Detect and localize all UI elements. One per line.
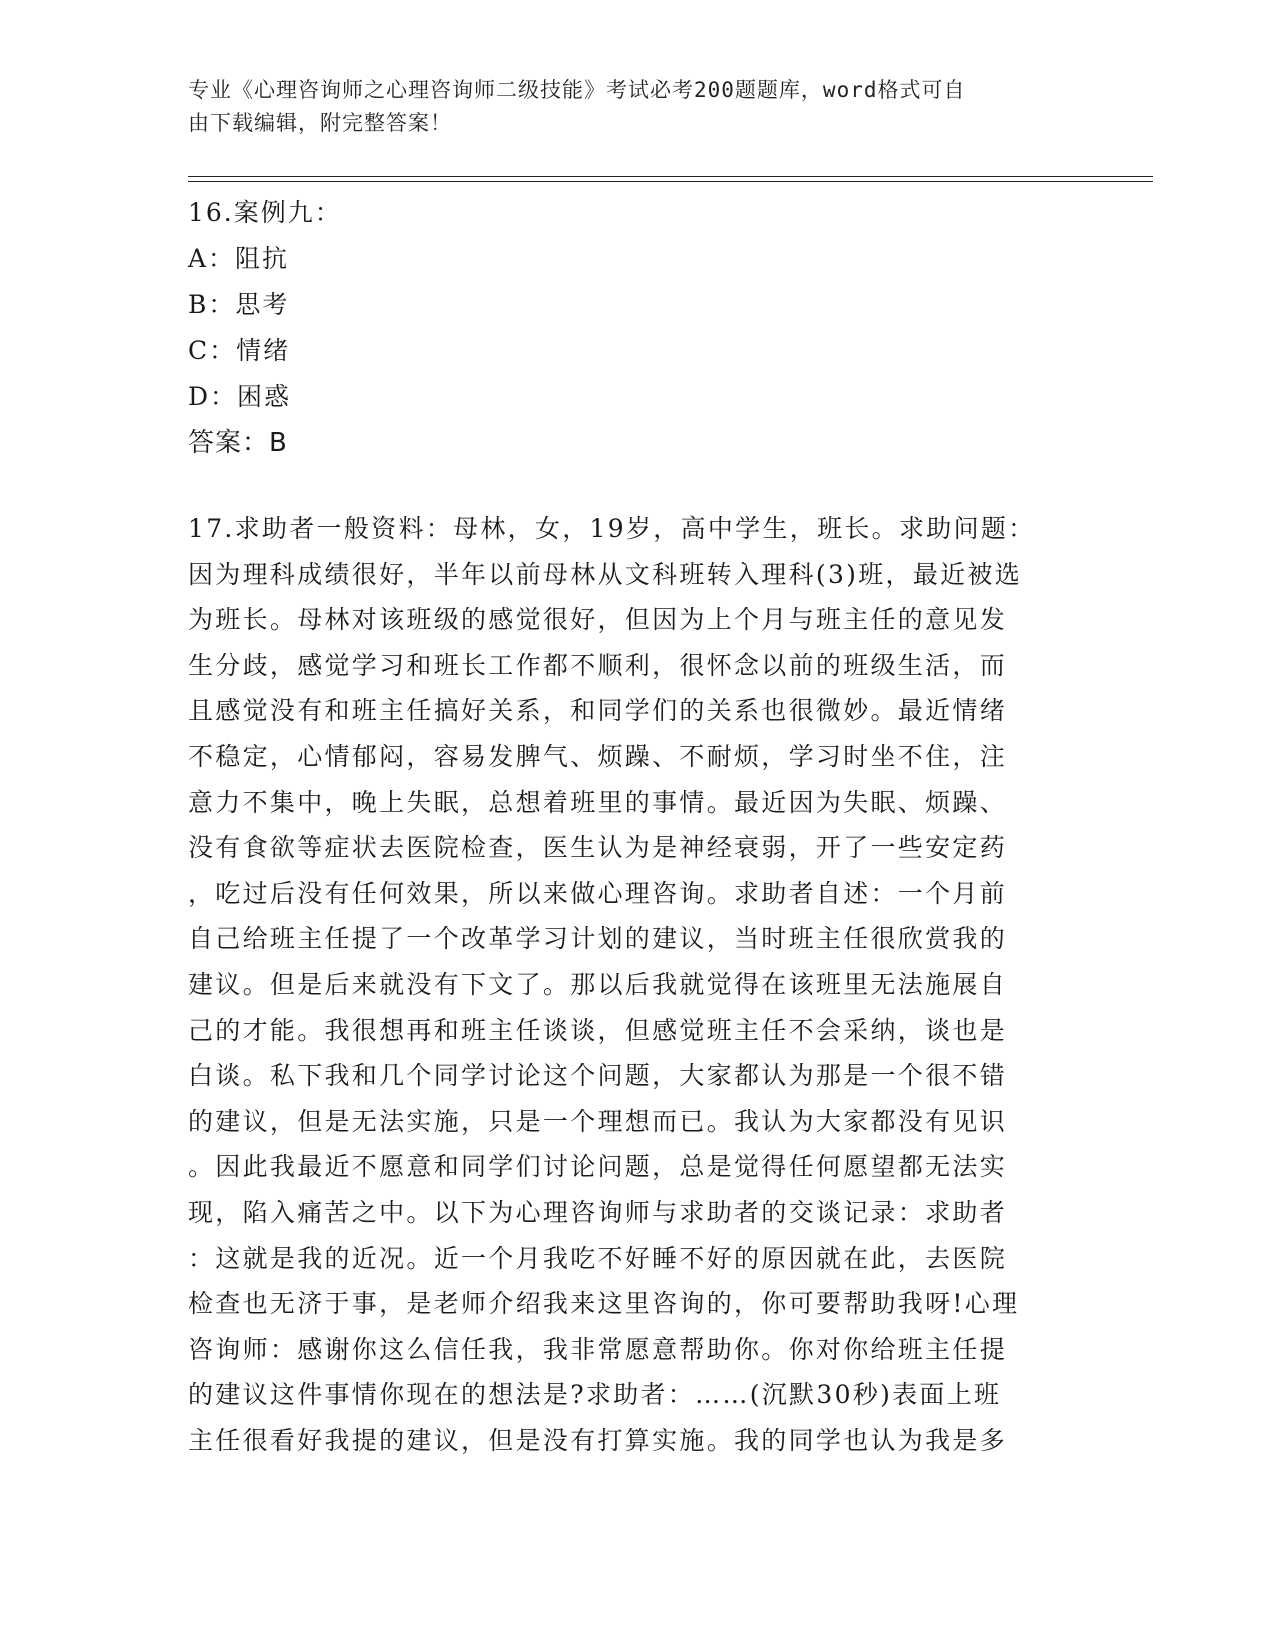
option-a: A：阻抗 — [188, 244, 290, 273]
paragraph-line: 因为理科成绩很好，半年以前母林从文科班转入理科(3)班，最近被选 — [188, 559, 1023, 589]
header-line-2: 由下载编辑，附完整答案！ — [188, 111, 452, 135]
paragraph-line: 的建议，但是无法实施，只是一个理想而已。我认为大家都没有见识 — [188, 1106, 1008, 1136]
option-c: C：情绪 — [188, 336, 291, 365]
paragraph-line: 检查也无济于事，是老师介绍我来这里咨询的，你可要帮助我呀!心理 — [188, 1289, 1020, 1319]
question-17 — [188, 506, 1088, 1463]
paragraph-line: 己的才能。我很想再和班主任谈谈，但感觉班主任不会采纳，谈也是 — [188, 1015, 1008, 1045]
option-b: B：思考 — [188, 290, 290, 319]
header-divider-bottom — [188, 181, 1153, 182]
paragraph-line: 不稳定，心情郁闷，容易发脾气、烦躁、不耐烦，学习时坐不住，注 — [188, 741, 1008, 771]
document-header — [188, 74, 1068, 140]
paragraph-line: 且感觉没有和班主任搞好关系，和同学们的关系也很微妙。最近情绪 — [188, 696, 1008, 726]
option-d: D：困惑 — [188, 382, 292, 411]
paragraph-line: 17.求助者一般资料：母林，女，19岁，高中学生，班长。求助问题： — [188, 514, 1036, 543]
paragraph-line: ，吃过后没有任何效果，所以来做心理咨询。求助者自述：一个月前 — [188, 878, 1008, 908]
answer-line: 答案：B — [188, 428, 288, 458]
paragraph-line: 为班长。母林对该班级的感觉很好，但因为上个月与班主任的意见发 — [188, 605, 1008, 635]
paragraph-line: 咨询师：感谢你这么信任我，我非常愿意帮助你。你对你给班主任提 — [188, 1334, 1008, 1364]
paragraph-line: 自己给班主任提了一个改革学习计划的建议，当时班主任很欣赏我的 — [188, 924, 1008, 954]
paragraph-line: ：这就是我的近况。近一个月我吃不好睡不好的原因就在此，去医院 — [188, 1243, 1008, 1273]
paragraph-line: 建议。但是后来就没有下文了。那以后我就觉得在该班里无法施展自 — [188, 969, 1008, 999]
paragraph-line: 意力不集中，晚上失眠，总想着班里的事情。最近因为失眠、烦躁、 — [188, 787, 1008, 817]
paragraph-line: 主任很看好我提的建议，但是没有打算实施。我的同学也认为我是多 — [188, 1425, 1008, 1455]
paragraph-line: 的建议这件事情你现在的想法是?求助者：……(沉默30秒)表面上班 — [188, 1380, 1002, 1410]
paragraph-line: 生分歧，感觉学习和班长工作都不顺利，很怀念以前的班级生活，而 — [188, 650, 1008, 680]
paragraph-line: 现，陷入痛苦之中。以下为心理咨询师与求助者的交谈记录：求助者 — [188, 1197, 1008, 1227]
question-16 — [188, 190, 342, 466]
paragraph-line: 。因此我最近不愿意和同学们讨论问题，总是觉得任何愿望都无法实 — [188, 1152, 1008, 1182]
question-stem: 16.案例九： — [188, 198, 342, 227]
header-divider-top — [188, 176, 1153, 177]
paragraph-line: 白谈。私下我和几个同学讨论这个问题，大家都认为那是一个很不错 — [188, 1061, 1008, 1091]
paragraph-line: 没有食欲等症状去医院检查，医生认为是神经衰弱，开了一些安定药 — [188, 833, 1008, 863]
header-line-1: 专业《心理咨询师之心理咨询师二级技能》考试必考200题题库，word格式可自 — [188, 78, 966, 102]
